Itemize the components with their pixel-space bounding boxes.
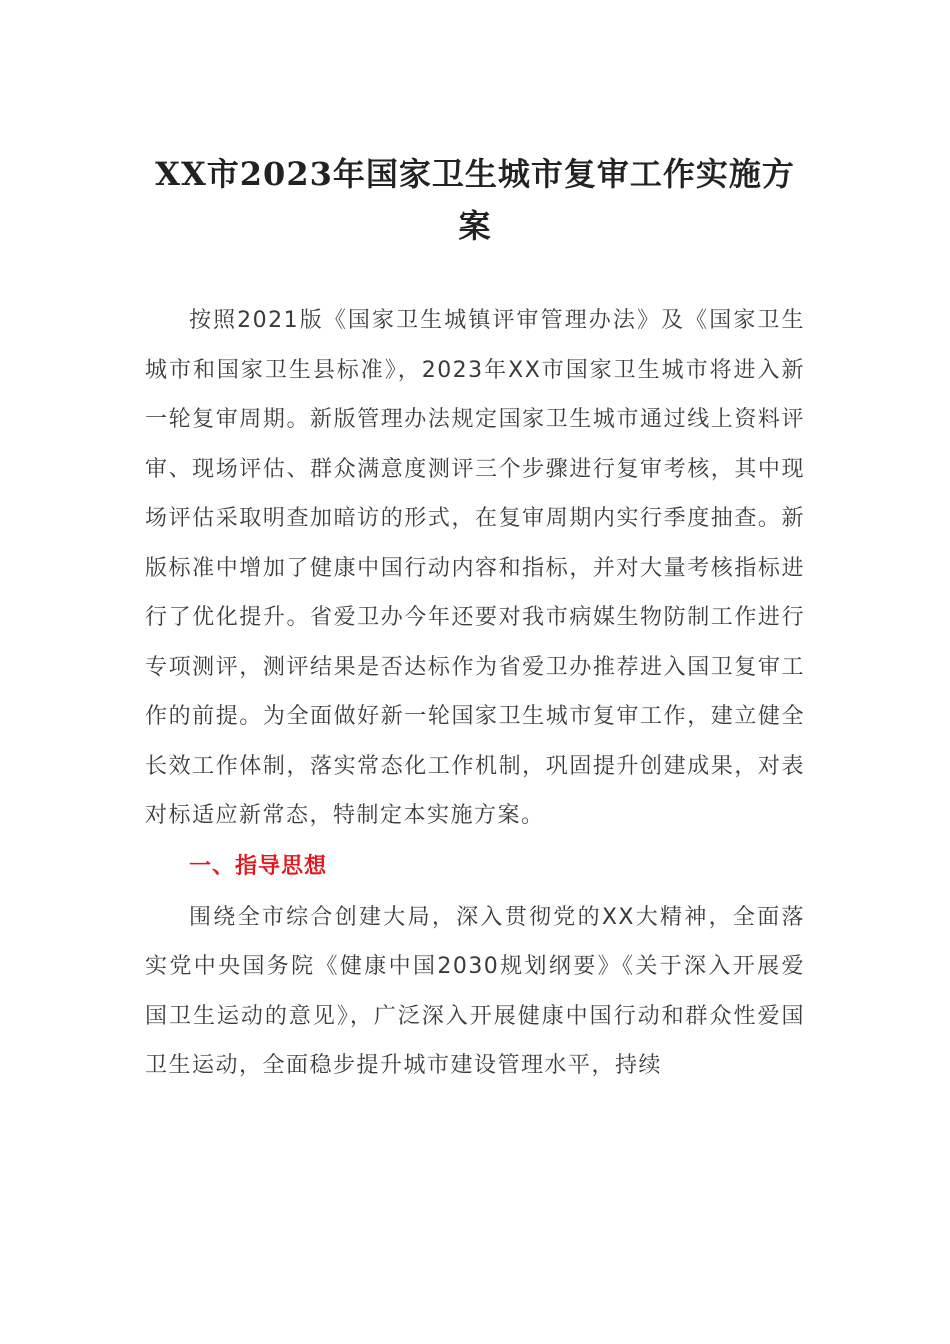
intro-paragraph: 按照2021版《国家卫生城镇评审管理办法》及《国家卫生城市和国家卫生县标准》，2023年XX市国家卫生城市将进入新一轮复审周期。新版管理办法规定国家卫生城市通过线上资料评审、现场评估、群众满意度测评三个步骤进行复审考核，其中现场评估采取明查加暗访的形式，在复审周期内实行季度抽查。新版标准中增加了健康中国行动内容和指标，并对大量考核指标进行了优化提升。省爱卫办今年还要对我市病媒生物防制工作进行专项测评，测评结果是否达标作为省爱卫办推荐进入国卫复审工作的前提。为全面做好新一轮国家卫生城市复审工作，建立健全长效工作体制，落实常态化工作机制，巩固提升创建成果，对表对标适应新常态，特制定本实施方案。 bbox=[145, 308, 805, 828]
section-1-paragraph: 围绕全市综合创建大局，深入贯彻党的XX大精神，全面落实党中央国务院《健康中国2030规划纲要》《关于深入开展爱国卫生运动的意见》，广泛深入开展健康中国行动和群众性爱国卫生运动，全面稳步提升城市建设管理水平，持续 bbox=[145, 904, 805, 1078]
document-page bbox=[145, 148, 805, 1091]
title-line-1: XX市2023年国家卫生城市复审工作实施方 bbox=[155, 155, 795, 193]
section-heading-guiding-ideology: 一、指导思想 bbox=[189, 853, 328, 879]
document-title bbox=[145, 148, 805, 252]
title-line-2: 案 bbox=[458, 207, 492, 245]
